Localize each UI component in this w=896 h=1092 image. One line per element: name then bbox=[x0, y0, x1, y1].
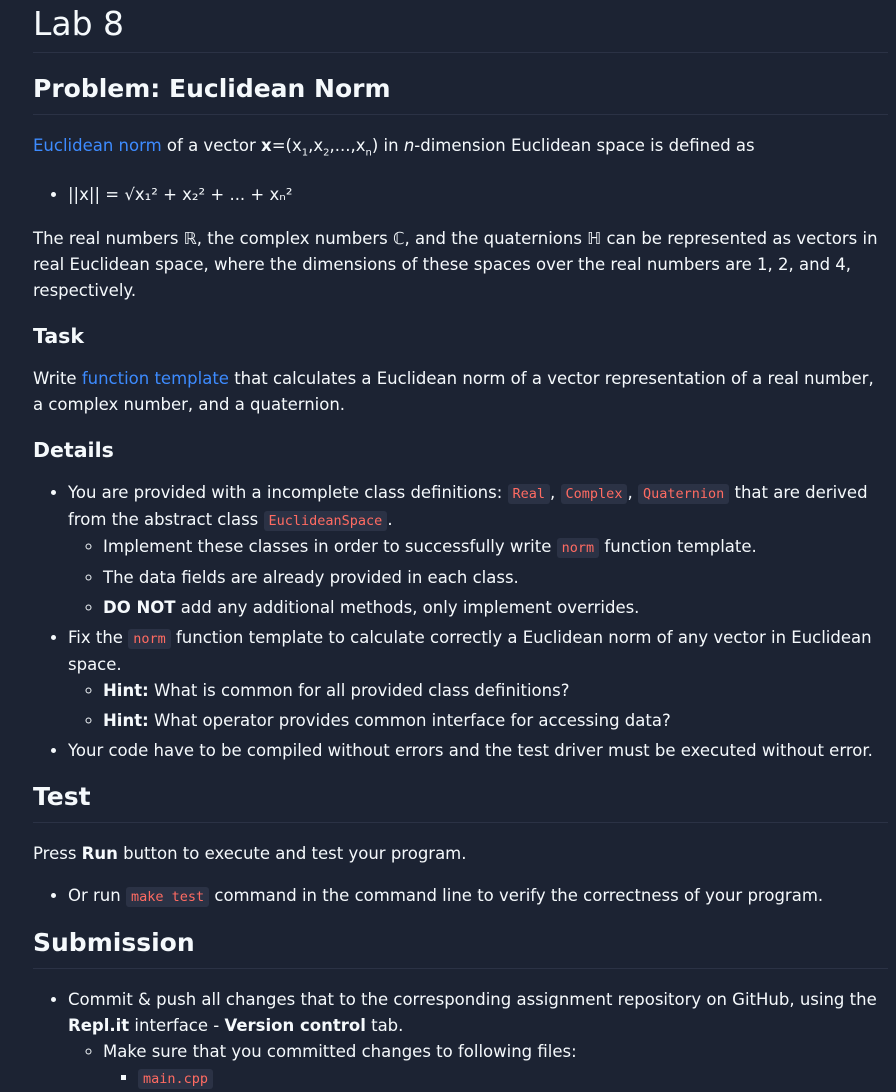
details-sublist-2 bbox=[68, 678, 888, 734]
code-main-cpp: main.cpp bbox=[138, 1069, 213, 1089]
details-list bbox=[33, 480, 888, 764]
test-list bbox=[33, 883, 888, 910]
sub1-pre: Implement these classes in order to successfully write bbox=[103, 537, 557, 557]
submission-item bbox=[68, 987, 888, 1092]
subscript-2: 2 bbox=[323, 147, 330, 159]
file-list bbox=[103, 1065, 888, 1092]
subscript-1: 1 bbox=[301, 147, 309, 159]
item2-pre: Fix the bbox=[68, 628, 129, 648]
formula-list bbox=[33, 182, 888, 208]
details-sub-implement bbox=[103, 534, 888, 561]
submission-mid: interface - bbox=[129, 1016, 225, 1036]
hint-label: Hint: bbox=[103, 681, 149, 701]
details-item-compile: • Your code have to be compiled without errors and the test driver must be executed without error. bbox=[68, 738, 888, 764]
comma: , bbox=[627, 483, 633, 503]
submission-heading: Submission bbox=[33, 926, 888, 969]
details-sub-donot bbox=[103, 595, 888, 621]
hint1-text: What is common for all provided class definitions? bbox=[148, 681, 570, 701]
test-post: button to execute and test your program. bbox=[117, 844, 467, 864]
test-item-post: command in the command line to verify the correctness of your program. bbox=[209, 886, 824, 906]
task-paragraph bbox=[33, 366, 888, 418]
period: . bbox=[387, 510, 393, 530]
problem-paragraph: The real numbers ℝ, the complex numbers ℂ, and the quaternions ℍ can be represented as vectors in real Euclidean space, where the dimensions of these spaces over the real numbers are 1, 2, and 4, respectively. bbox=[33, 229, 878, 301]
submission-sublist bbox=[68, 1039, 888, 1092]
test-pre: Press bbox=[33, 844, 82, 864]
sub1-post: function template. bbox=[599, 537, 757, 557]
details-item-classes bbox=[68, 480, 888, 621]
code-complex: Complex bbox=[561, 484, 628, 504]
page-title: Lab 8 bbox=[33, 0, 888, 53]
hint-label: Hint: bbox=[103, 711, 149, 731]
details-item1-mid: that are derived from the abstract class bbox=[68, 483, 868, 530]
code-real: Real bbox=[508, 484, 551, 504]
code-make-test: make test bbox=[126, 887, 209, 907]
vector-dots: ,...,x bbox=[329, 136, 366, 155]
details-heading: Details bbox=[33, 438, 114, 463]
run-bold: Run bbox=[81, 844, 118, 864]
problem-heading: Problem: Euclidean Norm bbox=[33, 72, 888, 115]
code-euclidean-space: EuclideanSpace bbox=[264, 511, 388, 531]
intro-mid: in bbox=[378, 136, 404, 155]
intro-post: -dimension Euclidean space is defined as bbox=[414, 136, 755, 155]
euclidean-norm-link[interactable]: Euclidean norm bbox=[33, 136, 162, 155]
details-sublist-1 bbox=[68, 534, 888, 621]
replit-bold: Repl.it bbox=[68, 1016, 130, 1036]
test-item bbox=[68, 883, 888, 910]
intro-text: of a vector bbox=[161, 136, 262, 155]
task-pre: Write bbox=[33, 369, 82, 389]
problem-intro bbox=[33, 133, 888, 166]
code-quaternion: Quaternion bbox=[638, 484, 729, 504]
hint-1 bbox=[103, 678, 888, 704]
subscript-n: n bbox=[365, 147, 372, 159]
details-item-fix bbox=[68, 625, 888, 734]
file-item bbox=[138, 1065, 888, 1092]
formula: • ||x|| = √x₁² + x₂² + ... + xₙ² bbox=[68, 182, 888, 208]
details-item1-pre: You are provided with a incomplete class definitions: bbox=[68, 483, 508, 503]
details-sub-fields: ◦ The data fields are already provided in each class. bbox=[103, 565, 888, 591]
hint-2 bbox=[103, 708, 888, 734]
do-not-bold: DO NOT bbox=[103, 598, 176, 618]
submission-pre: Commit & push all changes that to the corresponding assignment repository on GitHub, using the bbox=[68, 990, 877, 1010]
hint2-text: What operator provides common interface for accessing data? bbox=[148, 711, 671, 731]
sub3-post: add any additional methods, only implement overrides. bbox=[175, 598, 640, 618]
test-heading: Test bbox=[33, 780, 888, 823]
submission-list bbox=[33, 987, 888, 1092]
vector-x: x bbox=[261, 136, 272, 155]
document bbox=[33, 0, 888, 1092]
submission-post: tab. bbox=[365, 1016, 404, 1036]
vector-open: =(x bbox=[271, 136, 302, 155]
comma: , bbox=[550, 483, 556, 503]
submission-sub-text: Make sure that you committed changes to following files: bbox=[103, 1042, 577, 1062]
test-paragraph bbox=[33, 841, 888, 867]
item2-post: function template to calculate correctly a Euclidean norm of any vector in Euclidean space. bbox=[68, 628, 872, 675]
vector-close: ) bbox=[371, 136, 379, 155]
function-template-link[interactable]: function template bbox=[81, 369, 229, 389]
n-italic: n bbox=[403, 136, 415, 155]
code-norm: norm bbox=[557, 538, 600, 558]
vector-comma: ,x bbox=[308, 136, 324, 155]
code-norm: norm bbox=[128, 629, 171, 649]
task-post: that calculates a Euclidean norm of a vector representation of a real number, a complex number, and a quaternion. bbox=[33, 369, 874, 415]
submission-sub bbox=[103, 1039, 888, 1092]
test-item-pre: Or run bbox=[68, 886, 126, 906]
version-control-bold: Version control bbox=[224, 1016, 366, 1036]
task-heading: Task bbox=[33, 324, 85, 349]
